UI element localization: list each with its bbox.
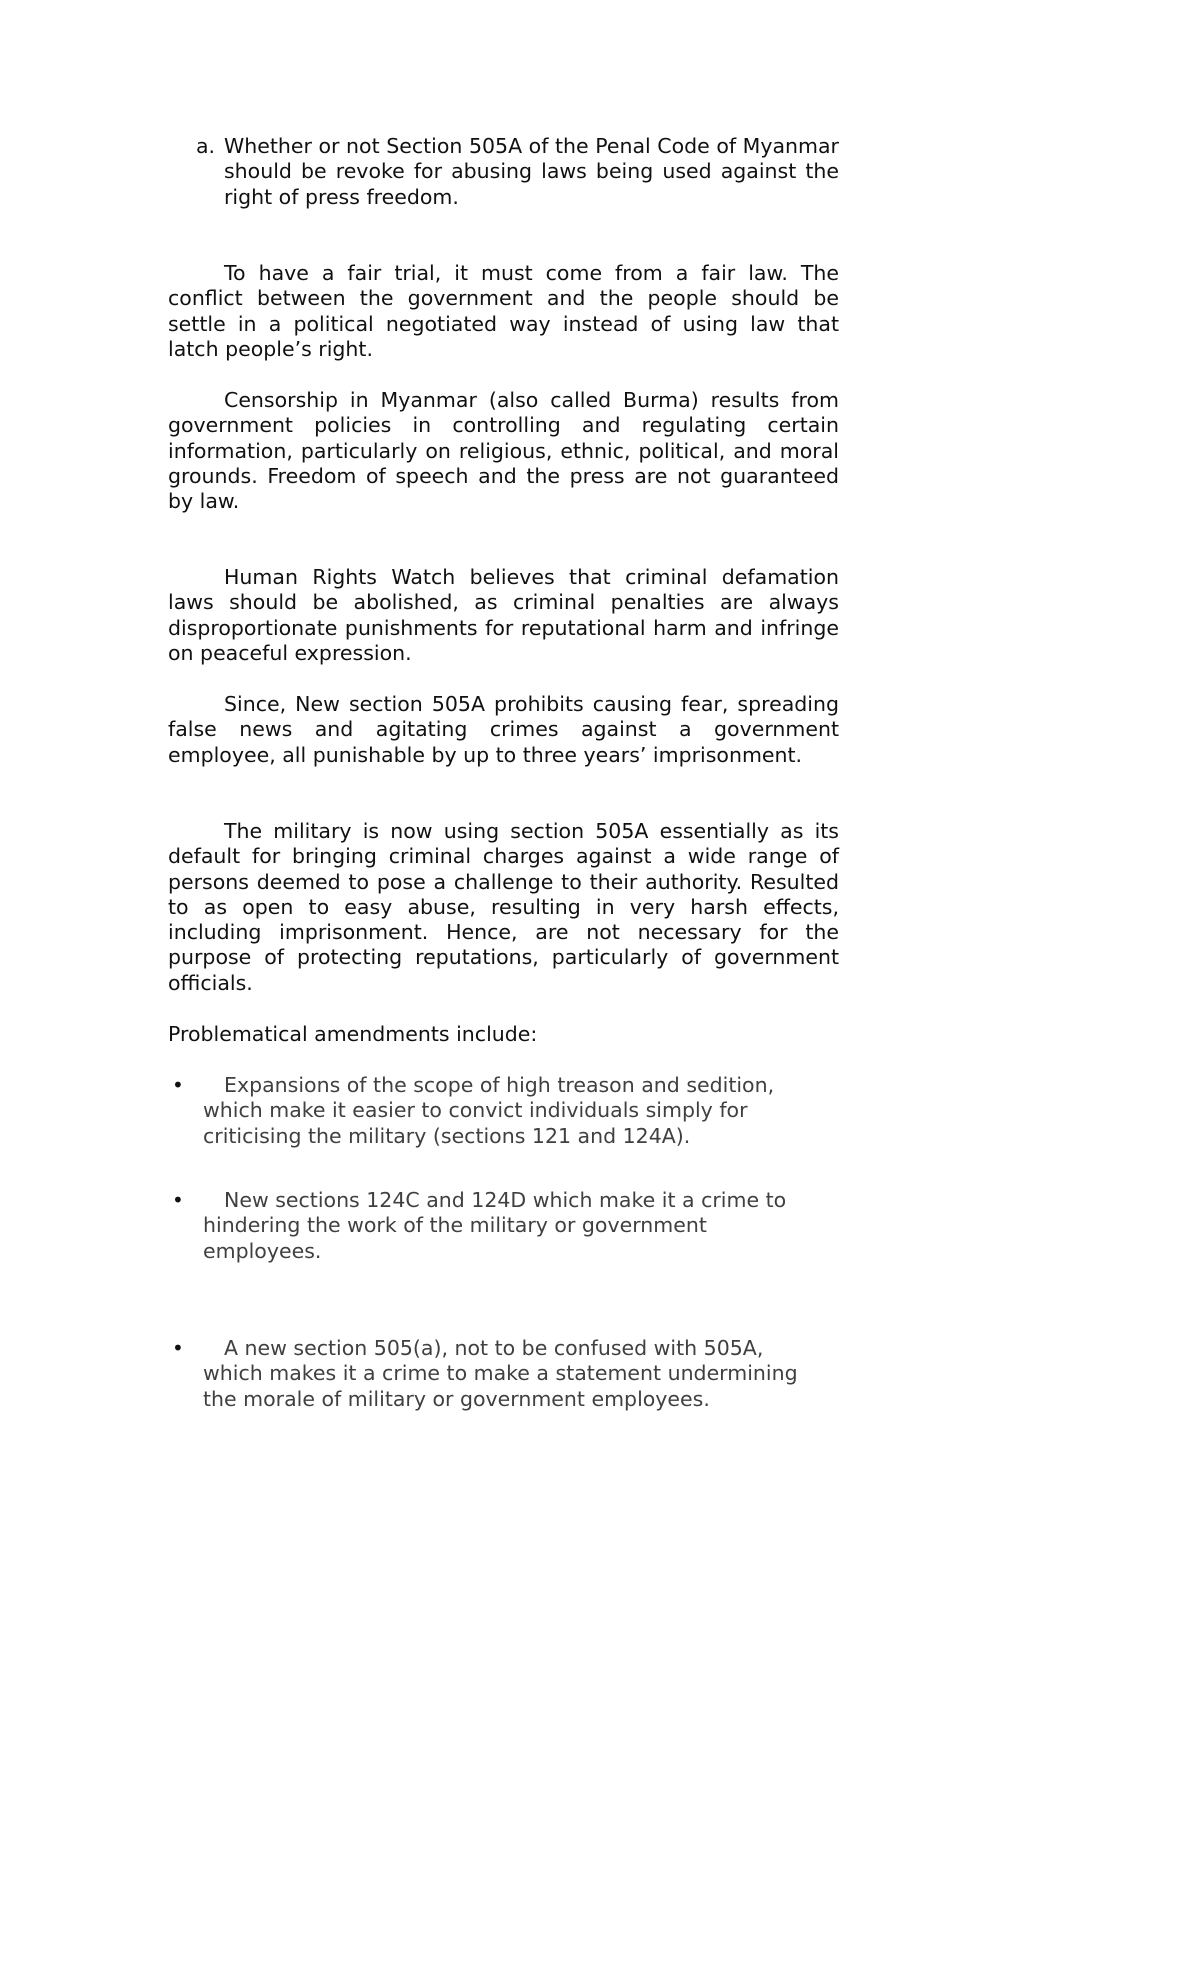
- bullet-line: hindering the work of the military or government: [203, 1213, 707, 1238]
- bullet-line: employees.: [203, 1238, 322, 1263]
- bullet-line: which makes it a crime to make a statement undermining: [203, 1361, 798, 1386]
- paragraph-fair-trial: To have a fair trial, it must come from a fair law. The conflict between the government and the people should be settle in a political negotiated way instead of using law that latch people’s right.: [168, 261, 839, 361]
- paragraph-section-505a: Since, New section 505A prohibits causing fear, spreading false news and agitating crimes against a government employee, all punishable by up to three years’ imprisonment.: [168, 692, 839, 767]
- bullet-icon: •: [172, 1188, 184, 1212]
- bullet-line: Expansions of the scope of high treason and sedition,: [224, 1073, 775, 1097]
- bullet-line: New sections 124C and 124D which make it a crime to: [224, 1188, 787, 1212]
- bullet-item-treason: [203, 1073, 843, 1149]
- list-marker-a: a.: [196, 134, 216, 158]
- paragraph-military-usage: The military is now using section 505A essentially as its default for bringing criminal charges against a wide range of persons deemed to pose a challenge to their authority. Resulted to as open to easy abuse, resulting in very harsh effects, including imprisonment. Hence, are not necessary for the purpose of protecting reputations, particularly of government officials.: [168, 819, 839, 995]
- bullet-line: the morale of military or government employees.: [203, 1386, 710, 1411]
- bullet-icon: •: [172, 1336, 184, 1360]
- bullet-icon: •: [172, 1073, 184, 1097]
- bullet-item-124c-124d: [203, 1188, 843, 1264]
- bullet-line: criticising the military (sections 121 and 124A).: [203, 1123, 691, 1148]
- amendments-heading: Problematical amendments include:: [168, 1022, 538, 1046]
- bullet-item-505a-new: [203, 1336, 843, 1412]
- bullet-line: which make it easier to convict individuals simply for: [203, 1098, 748, 1123]
- list-item-a: Whether or not Section 505A of the Penal Code of Myanmar should be revoke for abusing laws being used against the right of press freedom.: [224, 134, 839, 209]
- paragraph-censorship: Censorship in Myanmar (also called Burma) results from government policies in controlling and regulating certain information, particularly on religious, ethnic, political, and moral grounds. Freedom of speech and the press are not guaranteed by law.: [168, 388, 839, 514]
- paragraph-human-rights-watch: Human Rights Watch believes that criminal defamation laws should be abolished, as criminal penalties are always disproportionate punishments for reputational harm and infringe on peaceful expression.: [168, 565, 839, 665]
- bullet-line: A new section 505(a), not to be confused with 505A,: [224, 1336, 764, 1360]
